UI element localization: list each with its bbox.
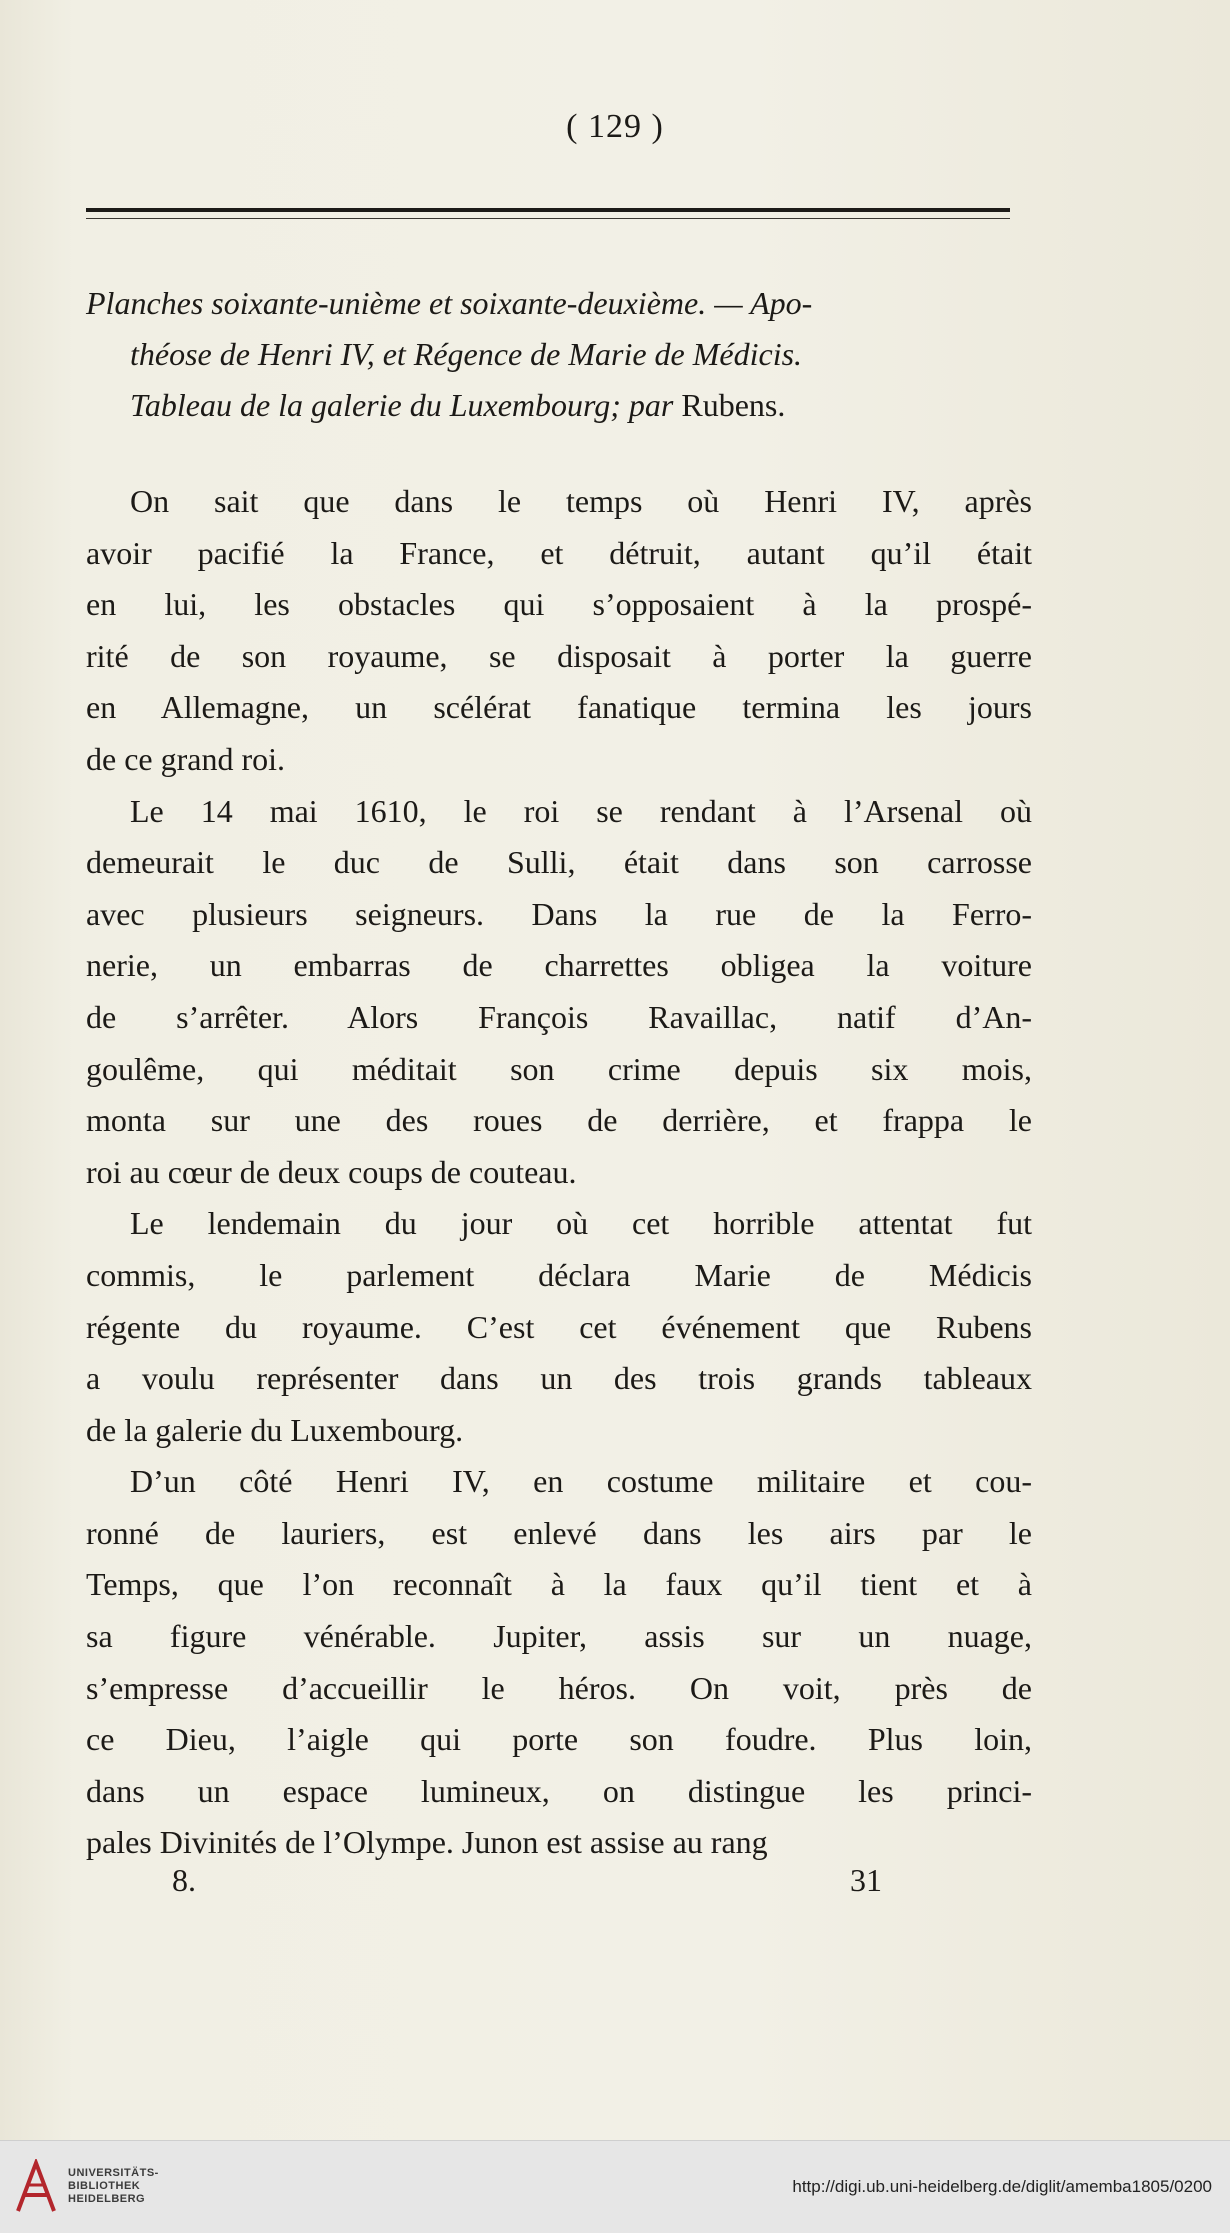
caption-line-2: théose de Henri IV, et Régence de Marie de Médicis.	[130, 336, 803, 372]
text-line: dans un espace lumineux, on distingue les princi-	[86, 1772, 1032, 1809]
text-line: rité de son royaume, se disposait à porter la guerre	[86, 637, 1032, 674]
text-line: commis, le parlement déclara Marie de Médicis	[86, 1256, 1032, 1293]
text-line: On sait que dans le temps où Henri IV, après	[130, 483, 1032, 519]
text-line: de s’arrêter. Alors François Ravaillac, natif d’An-	[86, 998, 1032, 1035]
caption-line-3-italic: Tableau de la galerie du Luxembourg; par	[130, 387, 682, 423]
library-name-line-2: BIBLIOTHEK	[68, 2180, 141, 2192]
text-line: régente du royaume. C’est cet événement que Rubens	[86, 1308, 1032, 1345]
caption-line-1: Planches soixante-unième et soixante-deuxième. — Apo-	[86, 285, 813, 321]
library-name	[68, 2167, 159, 2206]
text-line: roi au cœur de deux coups de couteau.	[86, 1153, 577, 1190]
leaf-number: 31	[850, 1862, 882, 1898]
university-library-logo-icon	[14, 2159, 58, 2215]
text-line: de la galerie du Luxembourg.	[86, 1411, 464, 1448]
text-line: ronné de lauriers, est enlevé dans les airs par le	[86, 1514, 1032, 1551]
text-line: pales Divinités de l’Olympe. Junon est assise au rang	[86, 1824, 768, 1861]
permalink-url[interactable]: http://digi.ub.uni-heidelberg.de/diglit/amemba1805/0200	[792, 2177, 1212, 2196]
text-line: en lui, les obstacles qui s’opposaient à la prospé-	[86, 586, 1032, 623]
text-line: avoir pacifié la France, et détruit, autant qu’il était	[86, 534, 1032, 571]
caption-artist: Rubens.	[681, 387, 786, 423]
library-name-line-1: UNIVERSITÄTS-	[68, 2167, 159, 2179]
text-line: monta sur une des roues de derrière, et frappa le	[86, 1102, 1032, 1139]
caption-line-3	[86, 380, 1032, 431]
library-name-line-3: HEIDELBERG	[68, 2193, 146, 2205]
text-line: a voulu représenter dans un des trois grands tableaux	[86, 1360, 1032, 1397]
text-line: en Allemagne, un scélérat fanatique termina les jours	[86, 689, 1032, 726]
text-line: Le 14 mai 1610, le roi se rendant à l’Arsenal où	[130, 792, 1032, 829]
plate-caption	[86, 278, 1032, 431]
header-rule-thick	[86, 208, 1010, 212]
header-rule-thin	[86, 218, 1010, 219]
text-line: avec plusieurs seigneurs. Dans la rue de la Ferro-	[86, 895, 1032, 932]
digitization-footer	[0, 2140, 1230, 2233]
text-line: D’un côté Henri IV, en costume militaire et cou-	[130, 1463, 1032, 1500]
body-text	[86, 476, 1032, 1869]
text-line: goulême, qui méditait son crime depuis six mois,	[86, 1050, 1032, 1087]
text-line: s’empresse d’accueillir le héros. On voit, près de	[86, 1669, 1032, 1706]
signature-mark: 8.	[172, 1862, 196, 1898]
text-line: demeurait le duc de Sulli, était dans son carrosse	[86, 844, 1032, 881]
text-line: ce Dieu, l’aigle qui porte son foudre. Plus loin,	[86, 1721, 1032, 1758]
text-line: Temps, que l’on reconnaît à la faux qu’il tient et à	[86, 1566, 1032, 1603]
text-line: de ce grand roi.	[86, 740, 286, 777]
text-line: sa figure vénérable. Jupiter, assis sur un nuage,	[86, 1618, 1032, 1655]
text-line: Le lendemain du jour où cet horrible attentat fut	[130, 1205, 1032, 1242]
page-number: ( 129 )	[566, 108, 664, 145]
text-line: nerie, un embarras de charrettes obligea la voiture	[86, 947, 1032, 984]
